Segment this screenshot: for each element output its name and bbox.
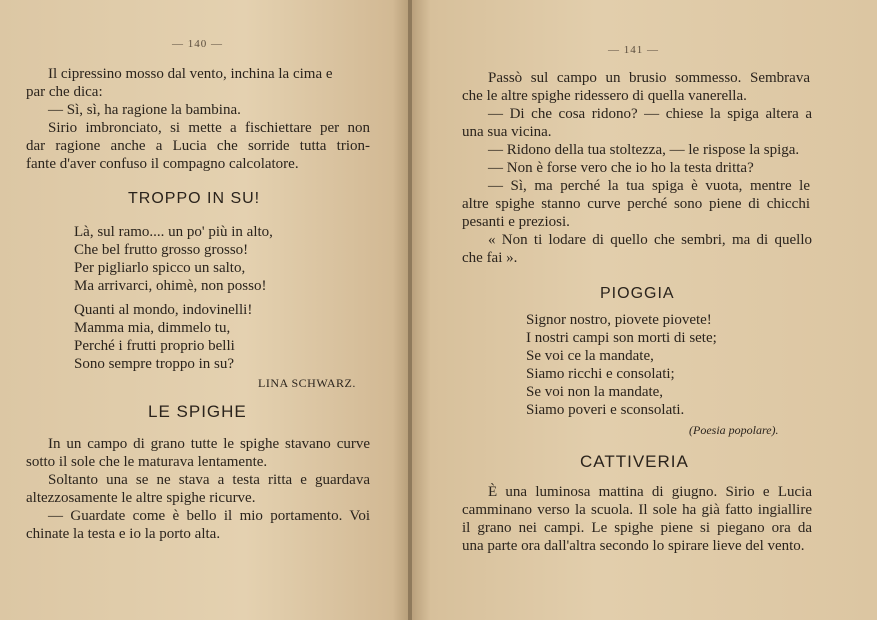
text-line: — Sì, sì, ha ragione la bambina. — [48, 102, 241, 118]
poem-line: Se voi ce la mandate, — [526, 348, 654, 364]
poem-line: Che bel frutto grosso grosso! — [74, 242, 249, 258]
poem-line: I nostri campi son morti di sete; — [526, 330, 717, 346]
text-line: che le altre spighe ridessero di quella vanerella. — [462, 88, 747, 104]
text-line: altezzosamente le altre spighe ricurve. — [26, 490, 256, 506]
poem-line: Ma arrivarci, ohimè, non posso! — [74, 278, 267, 294]
poem-line: Per pigliarlo spicco un salto, — [74, 260, 246, 276]
section-heading: LE SPIGHE — [148, 402, 247, 421]
text-line: Il cipressino mosso dal vento, inchina la cima e — [48, 66, 333, 82]
left-page — [0, 0, 410, 620]
poem-line: Mamma mia, dimmelo tu, — [74, 320, 231, 336]
text-line: altre spighe stanno curve perché sono piene di chicchi — [462, 196, 810, 212]
poem-line: Quanti al mondo, indovinelli! — [74, 302, 253, 318]
text-line: Sirio imbronciato, si mette a fischiettare per non — [48, 120, 370, 136]
text-line: par che dica: — [26, 84, 103, 100]
text-line: — Non è forse vero che io ho la testa dritta? — [488, 160, 754, 176]
poem-line: Se voi non la mandate, — [526, 384, 664, 400]
text-line: Soltanto una se ne stava a testa ritta e guardava — [48, 472, 370, 488]
poem-line: Siamo poveri e sconsolati. — [526, 402, 685, 418]
text-line: una parte ora dall'altra secondo lo spirare lieve del vento. — [462, 538, 805, 554]
text-line: che fai ». — [462, 250, 518, 266]
poem-line: Sono sempre troppo in su? — [74, 356, 234, 372]
page-number: — 141 — — [608, 44, 659, 56]
poem-line: Siamo ricchi e consolati; — [526, 366, 675, 382]
section-heading: CATTIVERIA — [580, 452, 689, 471]
text-line: — Guardate come è bello il mio portamento. Voi — [48, 508, 370, 524]
text-line: — Di che cosa ridono? — chiese la spiga altera a — [488, 106, 812, 122]
section-heading: TROPPO IN SU! — [128, 190, 261, 207]
text-line: dar ragione anche a Lucia che sorride tutta trion- — [26, 138, 370, 154]
text-line: fante d'aver confuso il compagno calcolatore. — [26, 156, 299, 172]
text-line: pesanti e preziosi. — [462, 214, 570, 230]
poem-line: Signor nostro, piovete piovete! — [526, 312, 712, 328]
text-line: una sua vicina. — [462, 124, 552, 140]
text-line: È una luminosa mattina di giugno. Sirio e Lucia — [488, 484, 812, 500]
text-line: — Ridono della tua stoltezza, — le rispose la spiga. — [488, 142, 800, 158]
text-line: « Non ti lodare di quello che sembri, ma di quello — [488, 232, 812, 248]
poem-source: (Poesia popolare). — [689, 423, 779, 437]
text-line: camminano verso la scuola. Il sole ha già fatto ingiallire — [462, 502, 812, 518]
poem-line: Là, sul ramo.... un po' più in alto, — [74, 224, 273, 240]
text-line: — Sì, ma perché la tua spiga è vuota, mentre le — [488, 178, 810, 194]
poem-line: Perché i frutti proprio belli — [74, 338, 235, 354]
text-line: il grano nei campi. Le spighe piene si piegano ora da — [462, 520, 812, 536]
page-number: — 140 — — [172, 38, 223, 50]
right-page — [412, 0, 877, 620]
text-line: sotto il sole che le maturava lentamente. — [26, 454, 268, 470]
section-heading: PIOGGIA — [600, 285, 675, 302]
text-line: Passò sul campo un brusio sommesso. Sembrava — [488, 70, 810, 86]
poem-author: LINA SCHWARZ. — [258, 376, 356, 390]
text-line: chinate la testa e io la porto alta. — [26, 526, 221, 542]
text-line: In un campo di grano tutte le spighe stavano curve — [48, 436, 370, 452]
